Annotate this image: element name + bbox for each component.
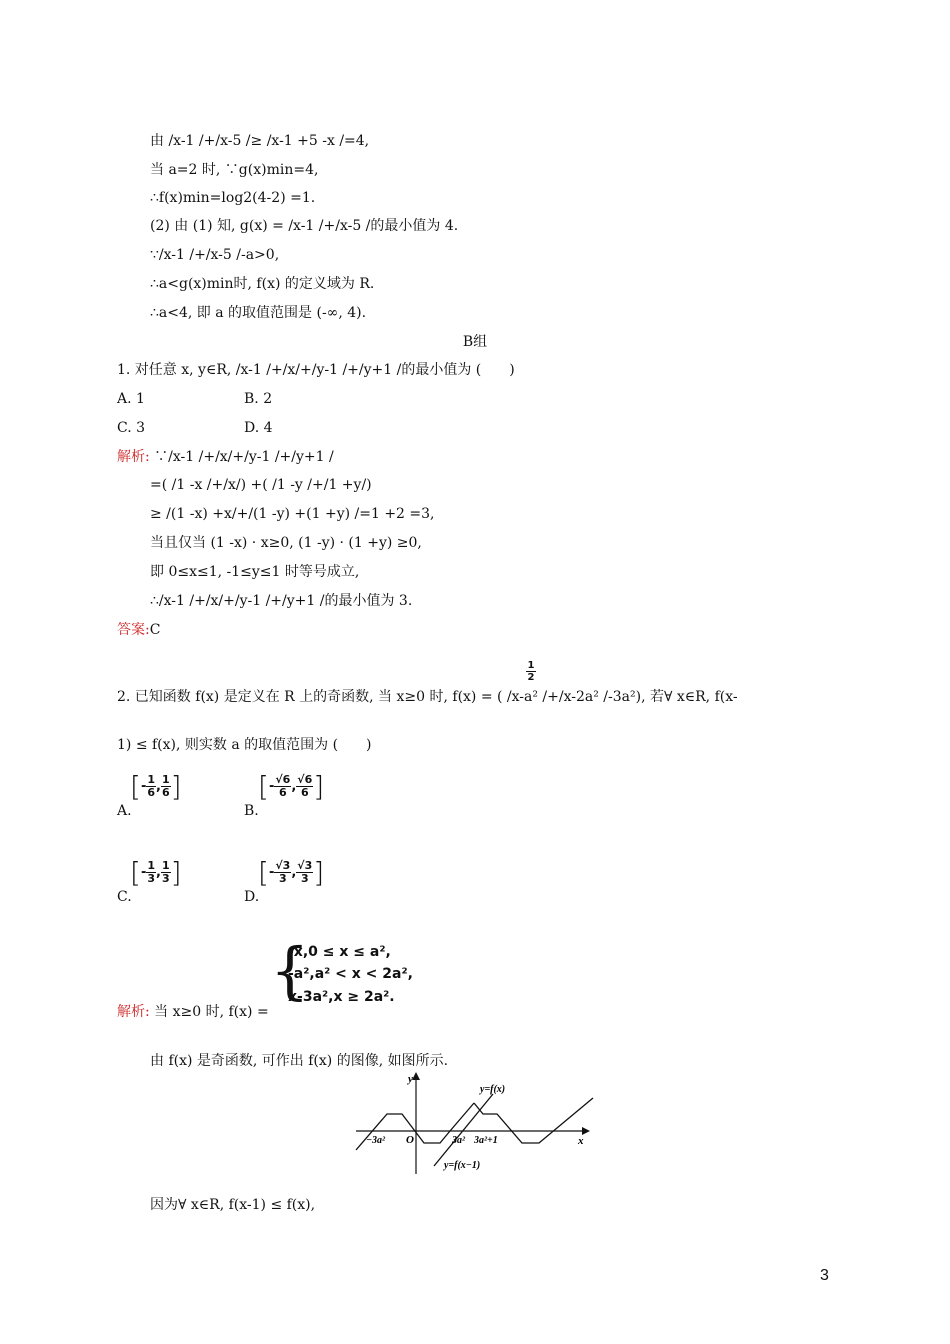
pos-3a2-label: 3a² bbox=[452, 1135, 465, 1146]
solution-2-text: 当 x≥0 时, f(x) = bbox=[149, 1004, 269, 1020]
q2-option-c: C. bbox=[117, 889, 132, 905]
g-label: y=f(x−1) bbox=[444, 1160, 481, 1171]
solution-2-line-3: 因为∀ x∈R, f(x-1) ≤ f(x), bbox=[150, 1197, 316, 1213]
solution-1-line-2: =( /1 -x /+/x/) +( /1 -y /+/1 +y/) bbox=[150, 477, 372, 493]
answer-label: 答案: bbox=[117, 622, 150, 638]
neg-3a2-label: −3a² bbox=[366, 1135, 386, 1146]
line-1: 由 /x-1 /+/x-5 /≥ /x-1 +5 -x /=4, bbox=[150, 133, 370, 149]
group-heading: B组 bbox=[462, 334, 488, 350]
option-c-interval: [- $\frac{1}{3}$ , $\frac{1}{3}$ ] bbox=[130, 856, 182, 889]
piecewise-case-1: -x,0 ≤ x ≤ a², bbox=[288, 944, 391, 960]
y-axis-label: y bbox=[408, 1073, 413, 1085]
line-2: 当 a=2 时, ∵g(x)min=4, bbox=[150, 162, 319, 178]
answer-1 bbox=[117, 621, 160, 639]
solution-1-line-6: ∴/x-1 /+/x/+/y-1 /+/y+1 /的最小值为 3. bbox=[150, 593, 413, 609]
y-axis-arrow bbox=[412, 1072, 420, 1080]
f-label: y=f(x) bbox=[480, 1084, 506, 1095]
shift-label: 3a²+1 bbox=[474, 1135, 498, 1146]
q2-option-b: B. bbox=[244, 803, 259, 819]
solution-2-label: 解析: bbox=[117, 1004, 150, 1020]
solution-1-line-5: 即 0≤x≤1, -1≤y≤1 时等号成立, bbox=[150, 564, 360, 580]
question-2-line-2: 1) ≤ f(x), 则实数 a 的取值范围为 ( ) bbox=[117, 737, 372, 753]
q1-option-b: B. 2 bbox=[244, 391, 273, 407]
solution-label: 解析: bbox=[117, 449, 150, 465]
q2-option-a: A. bbox=[117, 803, 132, 819]
piecewise-case-2: -a²,a² < x < 2a², bbox=[288, 966, 413, 982]
question-1: 1. 对任意 x, y∈R, /x-1 /+/x/+/y-1 /+/y+1 /的最小值为 ( ) bbox=[117, 362, 515, 378]
function-graph bbox=[350, 1068, 600, 1176]
solution-1-line-1 bbox=[117, 448, 334, 466]
piecewise-case-3: x-3a²,x ≥ 2a². bbox=[288, 989, 395, 1005]
option-a-interval: [- $\frac{1}{6}$ , $\frac{1}{6}$ ] bbox=[130, 770, 182, 803]
x-axis-arrow bbox=[582, 1127, 590, 1135]
line-6: ∴a<g(x)min时, f(x) 的定义域为 R. bbox=[150, 276, 375, 292]
answer-value: C bbox=[149, 622, 161, 638]
origin-label: O bbox=[406, 1134, 414, 1146]
x-axis-label: x bbox=[578, 1135, 584, 1147]
line-4: (2) 由 (1) 知, g(x) = /x-1 /+/x-5 /的最小值为 4. bbox=[150, 218, 459, 234]
line-7: ∴a<4, 即 a 的取值范围是 (-∞, 4). bbox=[150, 305, 367, 321]
solution-2-line-2: 由 f(x) 是奇函数, 可作出 f(x) 的图像, 如图所示. bbox=[150, 1053, 449, 1069]
q1-option-d: D. 4 bbox=[244, 420, 273, 436]
solution-1-line-3: ≥ /(1 -x) +x/+/(1 -y) +(1 +y) /=1 +2 =3, bbox=[150, 506, 435, 522]
exponent-half: 1 2 bbox=[527, 660, 535, 683]
solution-1-line-4: 当且仅当 (1 -x) · x≥0, (1 -y) · (1 +y) ≥0, bbox=[150, 535, 422, 551]
page-number: 3 bbox=[820, 1267, 829, 1284]
q1-option-a: A. 1 bbox=[117, 391, 145, 407]
solution-1-text: ∵/x-1 /+/x/+/y-1 /+/y+1 / bbox=[149, 449, 334, 465]
curve-f-shifted bbox=[434, 1094, 493, 1166]
question-2-line-1: 2. 已知函数 f(x) 是定义在 R 上的奇函数, 当 x≥0 时, f(x) = ( /x-a² /+/x-2a² /-3a²), 若∀ x∈R, f(x- bbox=[117, 689, 738, 705]
q2-option-d: D. bbox=[244, 889, 260, 905]
solution-2-line-1 bbox=[117, 1003, 269, 1021]
option-d-interval: [- $\frac{√3}{3}$ , $\frac{√3}{3}$ ] bbox=[258, 856, 325, 889]
option-b-interval: [- $\frac{√6}{6}$ , $\frac{√6}{6}$ ] bbox=[258, 770, 325, 803]
piecewise-brace: { bbox=[270, 934, 310, 1007]
line-5: ∵/x-1 /+/x-5 /-a>0, bbox=[150, 247, 280, 263]
q1-option-c: C. 3 bbox=[117, 420, 146, 436]
line-3: ∴f(x)min=log2(4-2) =1. bbox=[150, 190, 316, 206]
